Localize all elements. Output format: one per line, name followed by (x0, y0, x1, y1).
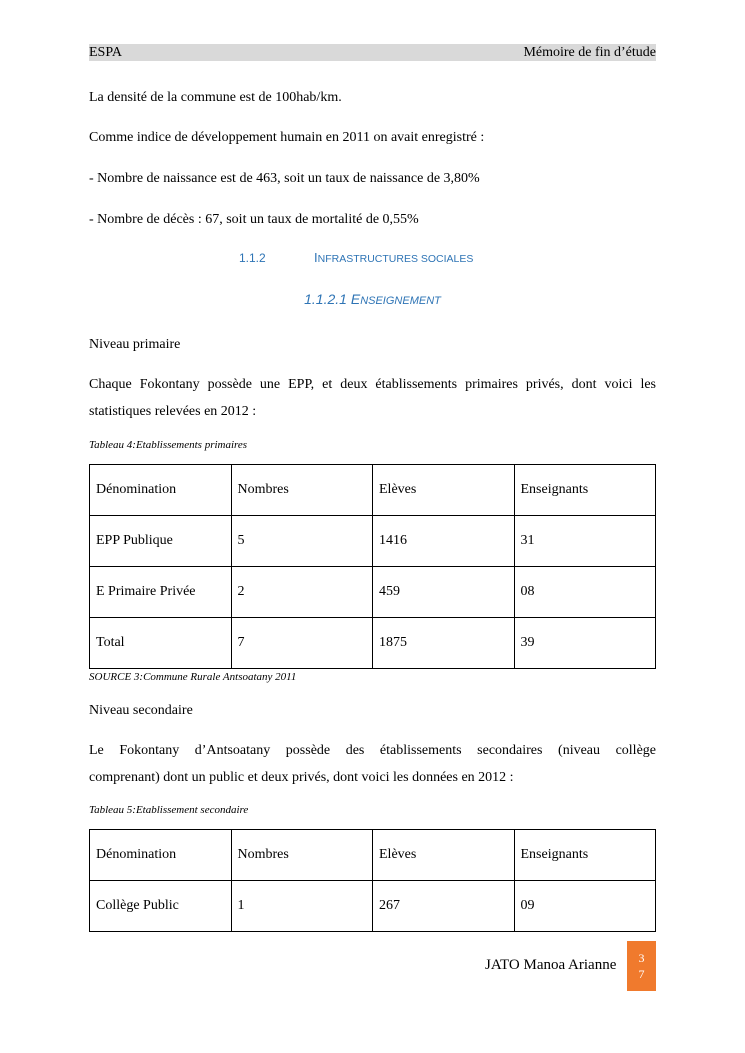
paragraph-deces: - Nombre de décès : 67, soit un taux de mortalité de 0,55% (89, 212, 419, 227)
table-header-cell: Nombres (231, 465, 373, 516)
table-header-row (90, 465, 656, 516)
header-right: Mémoire de fin d’étude (523, 45, 656, 60)
table-cell: 1416 (373, 516, 515, 567)
heading-niveau-secondaire: Niveau secondaire (89, 703, 193, 718)
page-number-badge (627, 941, 656, 991)
table-cell: 7 (231, 618, 373, 669)
table-5-caption: Tableau 5:Etablissement secondaire (89, 804, 249, 816)
table-cell: 5 (231, 516, 373, 567)
page-number-digit: 7 (638, 967, 645, 981)
section-title: INFRASTRUCTURES SOCIALES (314, 250, 474, 265)
table-row (90, 881, 656, 932)
table-header-cell: Enseignants (514, 465, 656, 516)
paragraph-indice: Comme indice de développement humain en 2011 on avait enregistré : (89, 130, 485, 145)
table-cell: 267 (373, 881, 515, 932)
paragraph-secondaire-intro: Le Fokontany d’Antsoatany possède des établissements secondaires (niveau collège comprenant) dont un public et deux privés, dont voici les données en 2012 : (89, 743, 656, 785)
table-header-cell: Nombres (231, 830, 373, 881)
table-cell: 1 (231, 881, 373, 932)
table-header-cell: Elèves (373, 465, 515, 516)
table-4-caption: Tableau 4:Etablissements primaires (89, 439, 248, 451)
table-4-source: SOURCE 3:Commune Rurale Antsoatany 2011 (89, 671, 297, 683)
table-row (90, 516, 656, 567)
paragraph-densite: La densité de la commune est de 100hab/km. (89, 90, 342, 105)
table-cell: Collège Public (90, 881, 232, 932)
footer-author: JATO Manoa Arianne (485, 957, 617, 973)
table-cell: 39 (514, 618, 656, 669)
table-cell: 31 (514, 516, 656, 567)
table-row (90, 618, 656, 669)
table-cell: 459 (373, 567, 515, 618)
table-header-cell: Elèves (373, 830, 515, 881)
subsection-title: ENSEIGNEMENT (350, 291, 441, 307)
table-cell: 09 (514, 881, 656, 932)
header-left: ESPA (89, 45, 122, 60)
table-primaire (89, 464, 656, 669)
page-number-digit: 3 (638, 951, 645, 965)
paragraph-naissance: - Nombre de naissance est de 463, soit un taux de naissance de 3,80% (89, 171, 480, 186)
paragraph-primaire-intro: Chaque Fokontany possède une EPP, et deux établissements primaires privés, dont voici les statistiques relevées en 2012 : (89, 377, 656, 419)
table-cell: E Primaire Privée (90, 567, 232, 618)
table-header-cell: Dénomination (90, 830, 232, 881)
table-cell: 08 (514, 567, 656, 618)
table-row (90, 567, 656, 618)
table-header-cell: Dénomination (90, 465, 232, 516)
section-number: 1.1.2 (239, 251, 266, 265)
table-cell: Total (90, 618, 232, 669)
table-header-row (90, 830, 656, 881)
table-cell: 2 (231, 567, 373, 618)
table-header-cell: Enseignants (514, 830, 656, 881)
table-secondaire (89, 829, 656, 932)
subsection-heading-1-1-2-1 (0, 290, 745, 310)
heading-niveau-primaire: Niveau primaire (89, 337, 181, 352)
page-header (89, 44, 656, 61)
table-cell: EPP Publique (90, 516, 232, 567)
subsection-number: 1.1.2.1 (304, 291, 347, 307)
table-cell: 1875 (373, 618, 515, 669)
